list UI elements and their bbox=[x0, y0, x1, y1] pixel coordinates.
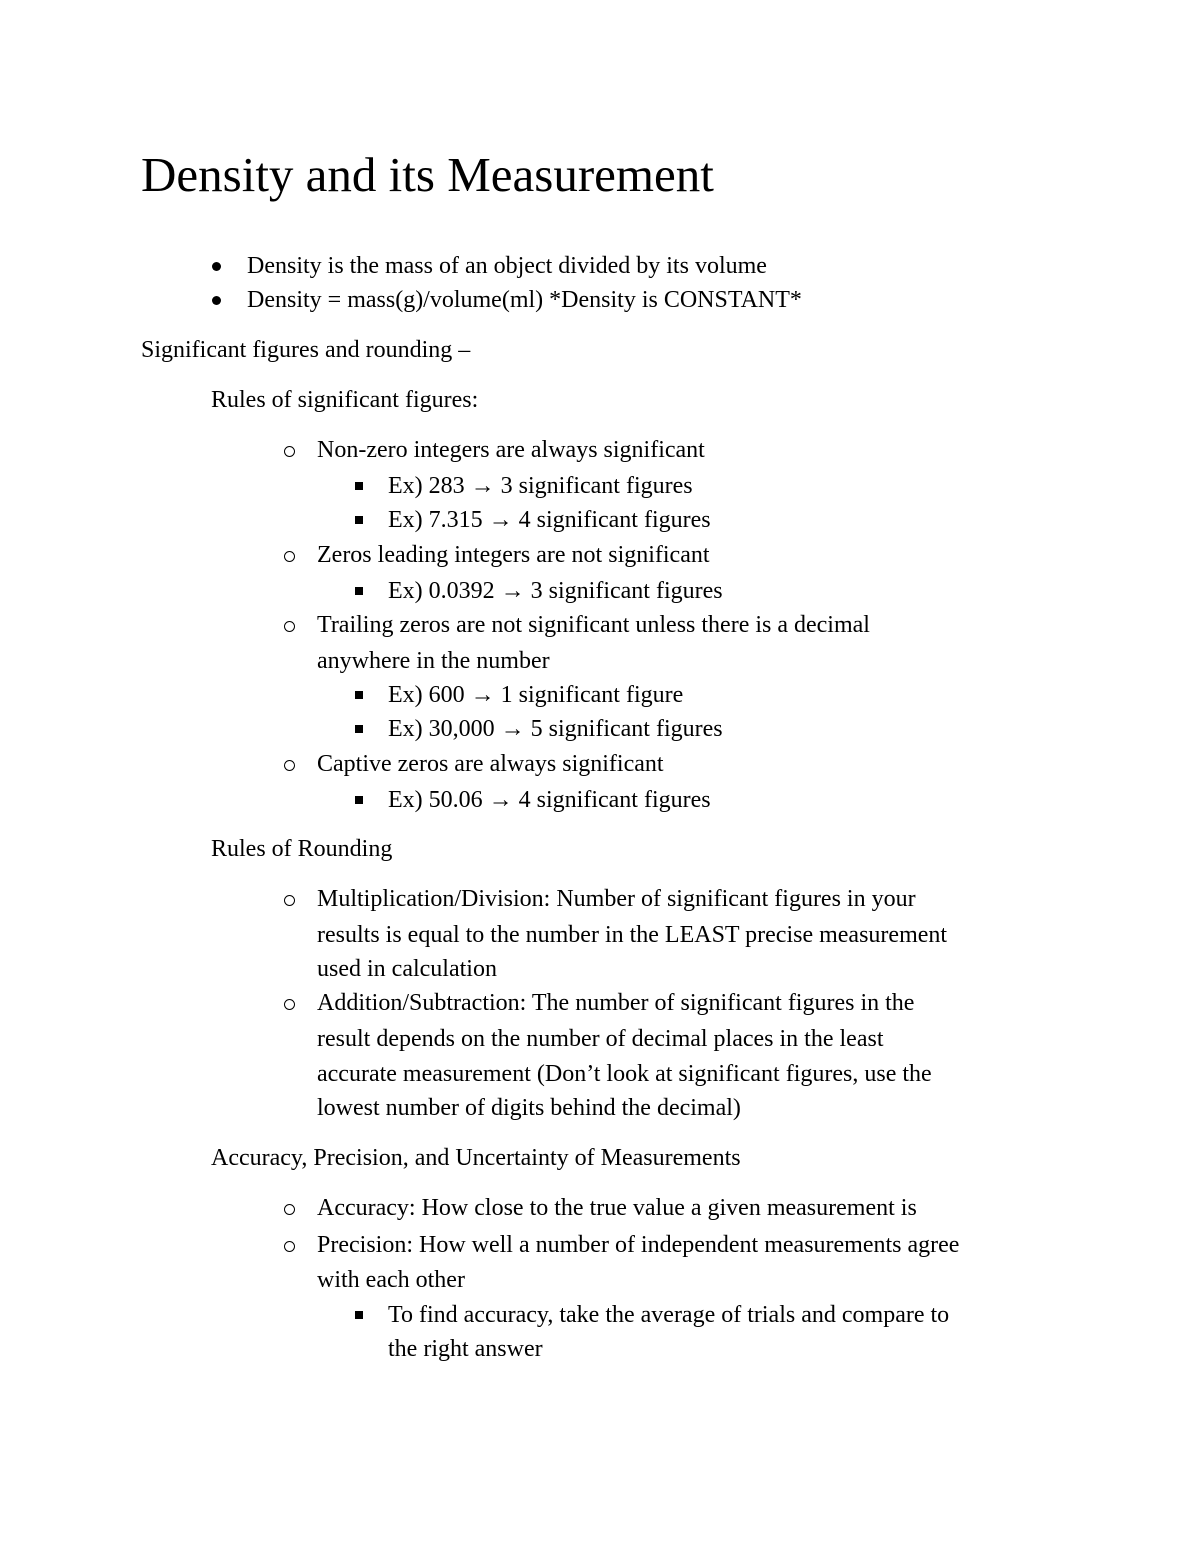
bullet-dot-icon bbox=[212, 296, 221, 305]
example-30000: Ex) 30,000 → 5 significant figures bbox=[388, 716, 723, 742]
square-bullet-icon bbox=[355, 725, 363, 733]
rounding-addition-line1: Addition/Subtraction: The number of significant figures in the bbox=[317, 990, 915, 1016]
square-bullet-icon bbox=[355, 587, 363, 595]
square-bullet-icon bbox=[355, 516, 363, 524]
rounding-multiplication-line3: used in calculation bbox=[317, 956, 497, 982]
rounding-addition-line2: result depends on the number of decimal places in the least bbox=[317, 1026, 884, 1052]
example-283: Ex) 283 → 3 significant figures bbox=[388, 473, 693, 499]
circle-bullet-icon bbox=[284, 895, 295, 906]
page-title: Density and its Measurement bbox=[141, 147, 714, 202]
rounding-addition-line4: lowest number of digits behind the decimal) bbox=[317, 1095, 741, 1121]
circle-bullet-icon bbox=[284, 621, 295, 632]
accuracy-tip-line1: To find accuracy, take the average of trials and compare to bbox=[388, 1302, 950, 1328]
square-bullet-icon bbox=[355, 1311, 363, 1319]
example-600: Ex) 600 → 1 significant figure bbox=[388, 682, 684, 708]
example-00392: Ex) 0.0392 → 3 significant figures bbox=[388, 578, 723, 604]
square-bullet-icon bbox=[355, 691, 363, 699]
example-5006: Ex) 50.06 → 4 significant figures bbox=[388, 787, 711, 813]
example-7315: Ex) 7.315 → 4 significant figures bbox=[388, 507, 711, 533]
circle-bullet-icon bbox=[284, 999, 295, 1010]
section-heading-sigfigs: Significant figures and rounding – bbox=[141, 337, 471, 363]
rule-nonzero: Non-zero integers are always significant bbox=[317, 437, 705, 463]
rule-leading-zeros: Zeros leading integers are not significant bbox=[317, 542, 710, 568]
precision-definition-line2: with each other bbox=[317, 1267, 465, 1293]
circle-bullet-icon bbox=[284, 1241, 295, 1252]
accuracy-definition: Accuracy: How close to the true value a given measurement is bbox=[317, 1195, 917, 1221]
bullet-dot-icon bbox=[212, 262, 221, 271]
rule-trailing-zeros-line2: anywhere in the number bbox=[317, 648, 550, 674]
rounding-addition-line3: accurate measurement (Don’t look at significant figures, use the bbox=[317, 1061, 932, 1087]
circle-bullet-icon bbox=[284, 760, 295, 771]
rule-captive-zeros: Captive zeros are always significant bbox=[317, 751, 664, 777]
rule-trailing-zeros-line1: Trailing zeros are not significant unless there is a decimal bbox=[317, 612, 870, 638]
rounding-multiplication-line2: results is equal to the number in the LEAST precise measurement bbox=[317, 922, 948, 948]
precision-definition-line1: Precision: How well a number of independent measurements agree bbox=[317, 1232, 960, 1258]
section-heading-accuracy: Accuracy, Precision, and Uncertainty of Measurements bbox=[211, 1145, 741, 1171]
bullet-formula: Density = mass(g)/volume(ml) *Density is CONSTANT* bbox=[247, 287, 802, 313]
circle-bullet-icon bbox=[284, 551, 295, 562]
section-heading-rounding: Rules of Rounding bbox=[211, 836, 393, 862]
circle-bullet-icon bbox=[284, 446, 295, 457]
square-bullet-icon bbox=[355, 482, 363, 490]
accuracy-tip-line2: the right answer bbox=[388, 1336, 543, 1362]
rounding-multiplication-line1: Multiplication/Division: Number of significant figures in your bbox=[317, 886, 916, 912]
bullet-definition: Density is the mass of an object divided by its volume bbox=[247, 253, 767, 279]
circle-bullet-icon bbox=[284, 1204, 295, 1215]
square-bullet-icon bbox=[355, 796, 363, 804]
subheading-sigfig-rules: Rules of significant figures: bbox=[211, 387, 479, 413]
